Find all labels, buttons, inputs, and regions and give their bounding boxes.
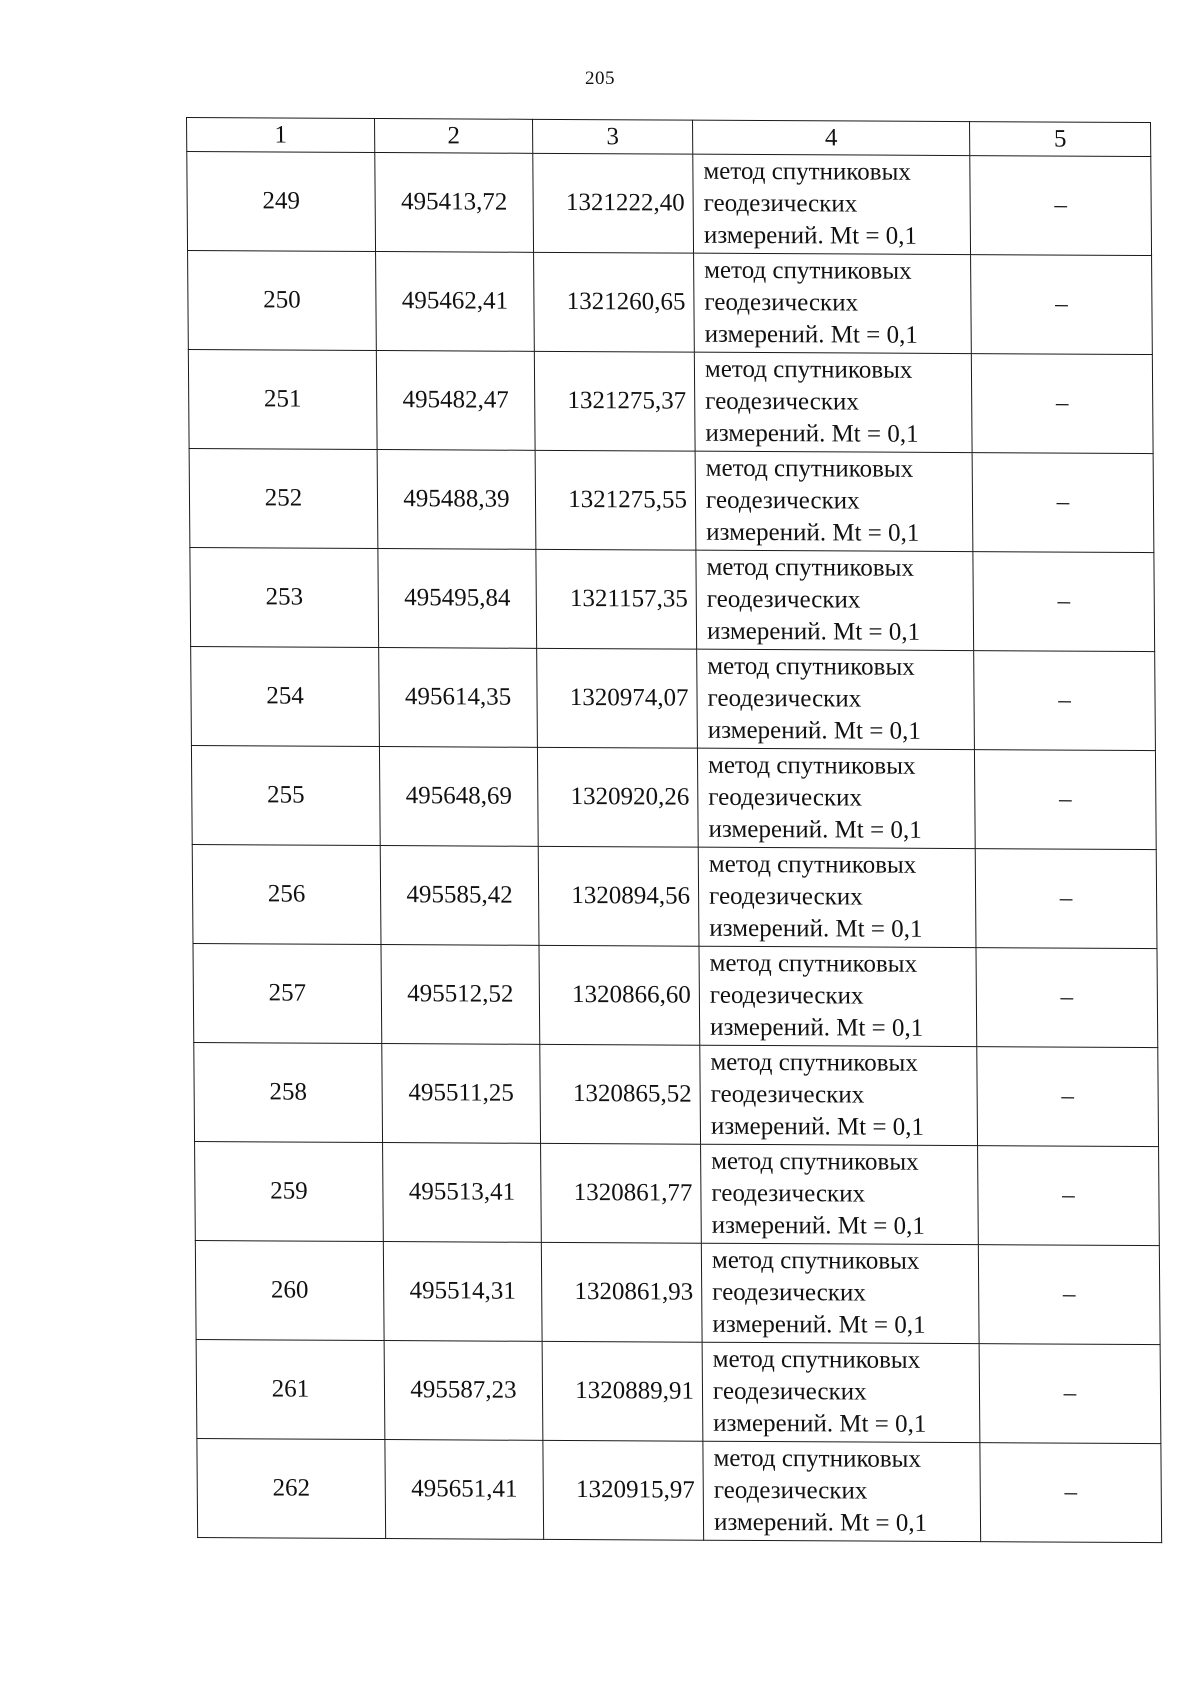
- point-number-cell: 261: [196, 1340, 385, 1440]
- note-cell: –: [980, 1443, 1162, 1543]
- method-line-2: геодезических: [711, 1179, 866, 1208]
- method-cell: [695, 451, 973, 551]
- x-coordinate-cell: 495462,41: [376, 251, 535, 351]
- table-row: [194, 1043, 1159, 1147]
- note-cell: –: [974, 651, 1156, 751]
- method-line-3: измерений. Mt = 0,1: [705, 419, 919, 448]
- table-row: [187, 152, 1152, 256]
- method-line-2: геодезических: [712, 1278, 866, 1307]
- x-coordinate-cell: 495488,39: [377, 450, 536, 550]
- method-cell: [694, 253, 972, 353]
- point-number-cell: 250: [188, 251, 377, 351]
- method-line-1: метод спутниковых: [708, 850, 917, 879]
- column-header-3: 3: [533, 119, 693, 154]
- method-line-3: измерений. Mt = 0,1: [704, 320, 918, 349]
- x-coordinate-cell: 495614,35: [379, 648, 538, 748]
- method-line-1: метод спутниковых: [704, 355, 913, 384]
- column-header-4: 4: [693, 120, 970, 155]
- y-coordinate-cell: 1320865,52: [540, 1044, 701, 1144]
- note-cell: –: [979, 1344, 1161, 1444]
- point-number-cell: 252: [189, 449, 378, 549]
- y-coordinate-cell: 1320894,56: [538, 846, 699, 946]
- method-line-1: метод спутниковых: [709, 949, 918, 978]
- table-row: [192, 845, 1157, 949]
- table-row: [190, 548, 1155, 652]
- column-header-5: 5: [970, 122, 1151, 157]
- table-header-row: [187, 118, 1151, 157]
- method-cell: [693, 154, 971, 254]
- method-cell: [703, 1441, 981, 1541]
- method-line-1: метод спутниковых: [711, 1246, 920, 1275]
- method-line-1: метод спутниковых: [712, 1345, 921, 1374]
- method-line-3: измерений. Mt = 0,1: [710, 1112, 925, 1141]
- method-line-3: измерений. Mt = 0,1: [711, 1211, 925, 1240]
- method-line-1: метод спутниковых: [713, 1444, 922, 1473]
- point-number-cell: 259: [195, 1142, 384, 1242]
- method-cell: [700, 1045, 978, 1145]
- method-line-2: геодезических: [712, 1377, 867, 1406]
- table-row: [195, 1241, 1160, 1345]
- note-cell: –: [971, 354, 1153, 454]
- x-coordinate-cell: 495585,42: [380, 846, 539, 946]
- table-row: [193, 944, 1158, 1048]
- y-coordinate-cell: 1321157,35: [536, 549, 697, 649]
- y-coordinate-cell: 1321260,65: [534, 252, 695, 352]
- method-cell: [697, 649, 975, 749]
- note-cell: –: [974, 750, 1156, 850]
- x-coordinate-cell: 495648,69: [379, 747, 538, 847]
- method-line-2: геодезических: [710, 1080, 865, 1109]
- y-coordinate-cell: 1320920,26: [537, 747, 698, 847]
- y-coordinate-cell: 1320861,93: [541, 1242, 702, 1342]
- y-coordinate-cell: 1320861,77: [541, 1143, 702, 1243]
- note-cell: –: [978, 1245, 1160, 1345]
- method-line-2: геодезических: [708, 783, 863, 812]
- x-coordinate-cell: 495413,72: [375, 152, 534, 252]
- method-line-3: измерений. Mt = 0,1: [709, 914, 923, 943]
- method-line-2: геодезических: [707, 684, 862, 713]
- y-coordinate-cell: 1321222,40: [533, 153, 694, 253]
- table-row: [188, 350, 1153, 454]
- y-coordinate-cell: 1321275,37: [534, 351, 695, 451]
- table-row: [191, 746, 1156, 850]
- method-cell: [699, 946, 977, 1046]
- column-header-1: 1: [187, 118, 375, 153]
- x-coordinate-cell: 495651,41: [385, 1440, 544, 1540]
- method-line-2: геодезических: [704, 288, 859, 317]
- method-line-1: метод спутниковых: [706, 553, 915, 582]
- x-coordinate-cell: 495511,25: [382, 1044, 541, 1144]
- method-line-3: измерений. Mt = 0,1: [708, 815, 922, 844]
- table-row: [196, 1340, 1161, 1444]
- point-number-cell: 257: [193, 944, 382, 1044]
- method-cell: [702, 1342, 980, 1442]
- point-number-cell: 254: [191, 647, 380, 747]
- method-line-3: измерений. Mt = 0,1: [710, 1013, 924, 1042]
- x-coordinate-cell: 495514,31: [383, 1242, 542, 1342]
- y-coordinate-cell: 1321275,55: [535, 450, 696, 550]
- point-number-cell: 256: [192, 845, 381, 945]
- method-line-2: геодезических: [709, 981, 864, 1010]
- column-header-2: 2: [375, 118, 533, 153]
- method-cell: [697, 748, 975, 848]
- method-line-2: геодезических: [705, 486, 860, 515]
- method-line-2: геодезических: [708, 882, 863, 911]
- method-line-3: измерений. Mt = 0,1: [706, 617, 921, 646]
- table-row: [197, 1439, 1162, 1543]
- note-cell: –: [972, 453, 1154, 553]
- note-cell: –: [977, 1047, 1159, 1147]
- table-row: [191, 647, 1156, 751]
- method-cell: [698, 847, 976, 947]
- page-number: 205: [585, 68, 615, 89]
- point-number-cell: 258: [194, 1043, 383, 1143]
- method-line-1: метод спутниковых: [710, 1048, 918, 1077]
- method-line-1: метод спутниковых: [711, 1147, 919, 1176]
- point-number-cell: 260: [195, 1241, 384, 1341]
- table-body: [187, 152, 1162, 1543]
- method-line-3: измерений. Mt = 0,1: [713, 1508, 928, 1537]
- x-coordinate-cell: 495512,52: [381, 945, 540, 1045]
- y-coordinate-cell: 1320889,91: [542, 1341, 703, 1441]
- note-cell: –: [975, 849, 1157, 949]
- table-row: [195, 1142, 1160, 1246]
- method-line-3: измерений. Mt = 0,1: [707, 716, 921, 745]
- x-coordinate-cell: 495513,41: [383, 1143, 542, 1243]
- table-row: [188, 251, 1153, 355]
- method-line-3: измерений. Mt = 0,1: [713, 1409, 927, 1438]
- y-coordinate-cell: 1320866,60: [539, 945, 700, 1045]
- x-coordinate-cell: 495587,23: [384, 1341, 543, 1441]
- y-coordinate-cell: 1320915,97: [543, 1440, 704, 1540]
- method-cell: [696, 550, 974, 650]
- note-cell: –: [971, 255, 1153, 355]
- method-line-1: метод спутниковых: [704, 256, 912, 285]
- note-cell: –: [976, 948, 1158, 1048]
- method-line-2: геодезических: [703, 189, 858, 218]
- method-line-1: метод спутниковых: [707, 652, 915, 681]
- method-line-1: метод спутниковых: [707, 751, 916, 780]
- method-cell: [701, 1243, 979, 1343]
- point-number-cell: 262: [197, 1439, 386, 1539]
- method-line-3: измерений. Mt = 0,1: [706, 518, 920, 547]
- method-cell: [701, 1144, 979, 1244]
- method-line-1: метод спутниковых: [703, 157, 911, 186]
- method-line-3: измерений. Mt = 0,1: [712, 1310, 926, 1339]
- note-cell: –: [970, 156, 1152, 256]
- point-number-cell: 249: [187, 152, 376, 252]
- method-line-1: метод спутниковых: [705, 454, 914, 483]
- coordinates-table: [186, 117, 1162, 1543]
- method-line-2: геодезических: [706, 585, 861, 614]
- method-cell: [694, 352, 972, 452]
- method-line-2: геодезических: [713, 1476, 868, 1505]
- x-coordinate-cell: 495495,84: [378, 549, 537, 649]
- point-number-cell: 255: [191, 746, 380, 846]
- method-line-2: геодезических: [705, 387, 859, 416]
- note-cell: –: [973, 552, 1155, 652]
- y-coordinate-cell: 1320974,07: [537, 648, 698, 748]
- note-cell: –: [978, 1146, 1160, 1246]
- table-row: [189, 449, 1154, 553]
- method-line-3: измерений. Mt = 0,1: [703, 221, 918, 250]
- point-number-cell: 251: [188, 350, 377, 450]
- point-number-cell: 253: [190, 548, 379, 648]
- x-coordinate-cell: 495482,47: [376, 350, 535, 450]
